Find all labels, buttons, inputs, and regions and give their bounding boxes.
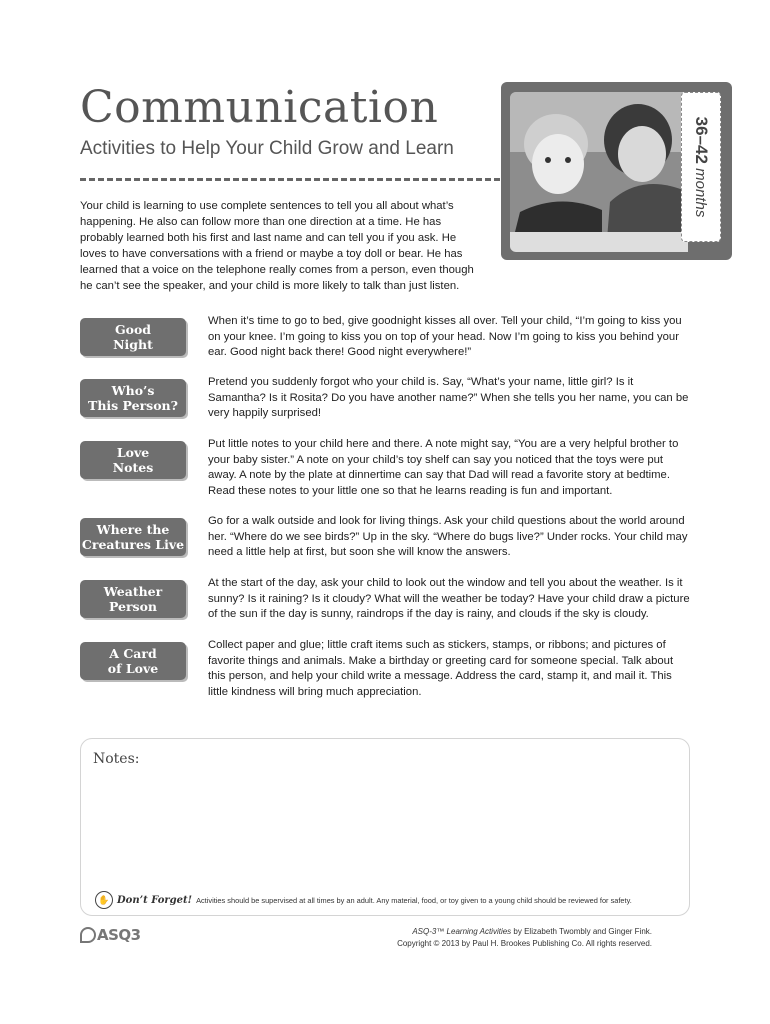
asq3-logo-text: ASQ3 <box>97 926 141 944</box>
activity-label-line1: Good <box>114 322 152 337</box>
activity-label <box>80 642 186 680</box>
activity-label <box>80 318 186 356</box>
activity-label <box>80 379 186 417</box>
intro-paragraph: Your child is learning to use complete sentences to tell you all about what’s happening. He also can follow more than one direction at a time. He has probably learned both his first and last name and can tell you if you ask. He loves to have conversations with a friend or maybe a toy doll or bear. He has learned that a voice on the telephone really comes from a person, even though he can’t see the speaker, and your child is more likely to talk than just listen. <box>80 200 474 292</box>
hand-icon: ✋ <box>95 891 113 909</box>
activity-label-line2: Night <box>113 337 153 352</box>
notes-box[interactable] <box>80 738 690 916</box>
activity-description: Go for a walk outside and look for living things. Ask your child questions about the world around her. “Where do we see birds?” Up in the sky. “Where do bugs live?” Under rocks. Your child may need a little help at first, but soon she will know the answers. <box>208 515 688 559</box>
activity-label <box>80 518 186 556</box>
activity-description: Put little notes to your child here and there. A note might say, “You are a very helpful brother to your baby sister.” A note on your child’s toy shelf can say you noticed that the toys were put away. A note by the plate at dinnertime can say that Dad will read a favorite story at bedtime. Read these notes to your little one so that he learns reading is fun and important. <box>208 438 679 497</box>
page-subtitle: Activities to Help Your Child Grow and Learn <box>80 138 454 159</box>
activity-label-line1: Weather <box>103 584 163 599</box>
photo-illustration <box>510 92 688 252</box>
header-photo-frame <box>501 82 732 260</box>
footer-authors: by Elizabeth Twombly and Ginger Fink. <box>511 927 652 936</box>
dont-forget-note <box>95 891 632 909</box>
photo-placeholder-icon <box>510 92 688 252</box>
asq3-logo-icon <box>80 924 141 946</box>
age-range-label <box>691 117 711 218</box>
footer-credit <box>397 926 652 949</box>
age-range-tab <box>681 92 721 242</box>
activity-description: At the start of the day, ask your child to look out the window and tell you about the weather. Is it sunny? Is it raining? Is it cloudy? What will the weather be today? Have your child draw a picture of the sun if the day is sunny, raindrops if the day is rainy, and clouds if the sky is cloudy. <box>208 577 690 621</box>
activity-label <box>80 580 186 618</box>
footer-copyright: Copyright © 2013 by Paul H. Brookes Publishing Co. All rights reserved. <box>397 938 652 948</box>
age-range-unit: months <box>692 168 709 218</box>
activity-description: Pretend you suddenly forgot who your child is. Say, “What’s your name, little girl? Is it Samantha? Is it Rosita? Do you have another name?” When she tells you her name, you can be very happily surprised! <box>208 376 689 420</box>
age-range-value: 36–42 <box>692 116 711 164</box>
footer-book-title: ASQ-3™ Learning Activities <box>412 927 512 936</box>
activity-label-line1: Love <box>116 445 150 460</box>
activity-label-line2: This Person? <box>88 398 178 413</box>
activity-label-line2: Creatures Live <box>81 537 185 552</box>
activity-label <box>80 441 186 479</box>
dont-forget-text: Activities should be supervised at all times by an adult. Any material, food, or toy given to a young child should be reviewed for safety. <box>196 895 632 905</box>
activity-label-line1: Who’s <box>111 383 155 398</box>
activity-label-line2: Notes <box>112 460 154 475</box>
activity-label-line1: Where the <box>96 522 170 537</box>
footer-line1 <box>397 926 652 938</box>
activity-description: Collect paper and glue; little craft items such as stickers, stamps, or ribbons; and pictures of favorite things and animals. Make a birthday or greeting card for someone special. Talk about this person, and help your child write a message. Address the card, stamp it, and mail it. This little kindness will bring much appreciation. <box>208 639 674 698</box>
page-title: Communication <box>80 82 439 133</box>
activity-label-line2: of Love <box>107 661 159 676</box>
notes-label: Notes: <box>93 751 140 767</box>
activity-description: When it’s time to go to bed, give goodnight kisses all over. Tell your child, “I’m going to kiss you on your knee. I’m going to kiss you on top of your head. Now I’m going to kiss you behind your ear. Good night back there! Good night everywhere!” <box>208 315 682 359</box>
activity-label-line2: Person <box>108 599 158 614</box>
asq3-logo-mark <box>80 927 96 943</box>
dont-forget-heading: Don’t Forget! <box>117 894 193 906</box>
dashed-divider <box>80 178 500 181</box>
activity-label-line1: A Card <box>109 646 157 661</box>
